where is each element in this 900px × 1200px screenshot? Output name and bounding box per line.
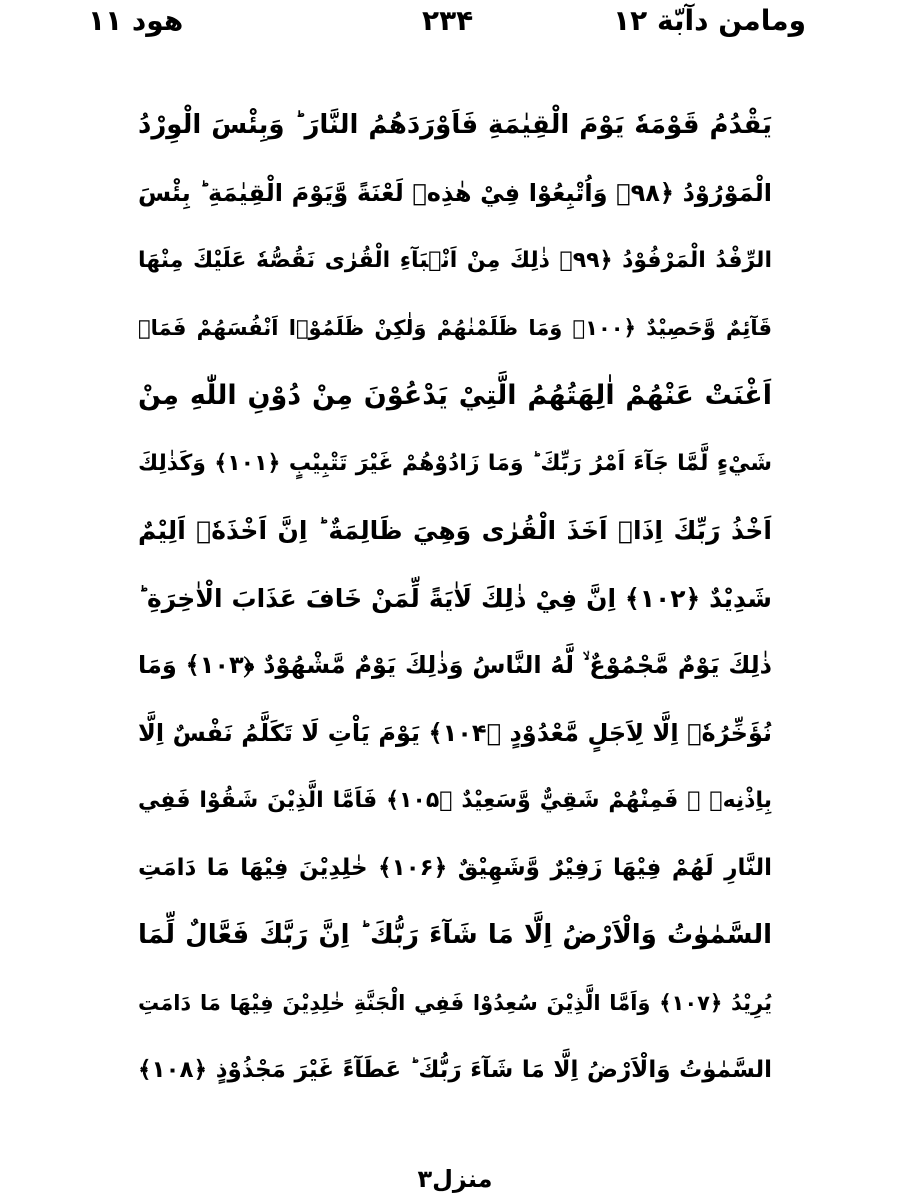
text-line: الرِّفْدُ الْمَرْفُوْدُ ﴿۹۹﴾ ذٰلِكَ مِنْ اَنْۢبَآءِ الْقُرٰى نَقُصُّهٗ عَلَيْكَ مِنْهَا [138,248,772,273]
text-line: شَيْءٍ لَّمَّا جَآءَ اَمْرُ رَبِّكَ ؕ وَمَا زَادُوْهُمْ غَيْرَ تَتْبِيْبٍ ﴿۱۰۱﴾ وَكَذٰلِكَ [138,450,772,476]
text-line: يُرِيْدُ ﴿۱۰۷﴾ وَاَمَّا الَّذِيْنَ سُعِدُوْا فَفِي الْجَنَّةِ خٰلِدِيْنَ فِيْهَا مَا دَامَتِ [138,990,772,1015]
text-line: ذٰلِكَ يَوْمٌ مَّجْمُوْعٌ ۙ لَّهُ النَّاسُ وَذٰلِكَ يَوْمٌ مَّشْهُوْدٌ ﴿۱۰۳﴾ وَمَا [138,651,772,679]
text-line: اَغْنَتْ عَنْهُمْ اٰلِهَتُهُمُ الَّتِيْ يَدْعُوْنَ مِنْ دُوْنِ اللّٰهِ مِنْ [138,380,772,411]
quran-text [138,92,772,1105]
page-header [0,0,900,50]
text-line: السَّمٰوٰتُ وَالْاَرْضُ اِلَّا مَا شَآءَ رَبُّكَ ؕ عَطَآءً غَيْرَ مَجْذُوْذٍ ﴿۱۰۸﴾ [138,1057,772,1083]
text-line: شَدِيْدٌ ﴿۱۰۲﴾ اِنَّ فِيْ ذٰلِكَ لَاٰيَةً لِّمَنْ خَافَ عَذَابَ الْاٰخِرَةِ ؕ [138,583,772,613]
text-line: نُؤَخِّرُهٗۤ اِلَّا لِاَجَلٍ مَّعْدُوْدٍ ﴿۱۰۴﴾ يَوْمَ يَاْتِ لَا تَكَلَّمُ نَفْسٌ اِلَّا [138,718,772,747]
text-line: قَآئِمٌ وَّحَصِيْدٌ ﴿۱۰۰﴾ وَمَا ظَلَمْنٰهُمْ وَلٰكِنْ ظَلَمُوْۤا اَنْفُسَهُمْ فَمَاۤ [138,315,772,340]
text-line: بِاِذْنِهٖ ۚ فَمِنْهُمْ شَقِيٌّ وَّسَعِيْدٌ ﴿۱۰۵﴾ فَاَمَّا الَّذِيْنَ شَقُوْا فَفِي [138,788,772,813]
text-line: النَّارِ لَهُمْ فِيْهَا زَفِيْرٌ وَّشَهِيْقٌ ﴿۱۰۶﴾ خٰلِدِيْنَ فِيْهَا مَا دَامَتِ [138,854,772,881]
surah-name: هود ۱۱ [88,4,184,37]
text-line: السَّمٰوٰتُ وَالْاَرْضُ اِلَّا مَا شَآءَ رَبُّكَ ؕ اِنَّ رَبَّكَ فَعَّالٌ لِّمَا [138,920,772,950]
text-line: يَقْدُمُ قَوْمَهٗ يَوْمَ الْقِيٰمَةِ فَاَوْرَدَهُمُ النَّارَ ؕ وَبِئْسَ الْوِرْدُ [138,110,772,140]
text-line: الْمَوْرُوْدُ ﴿۹۸﴾ وَاُتْبِعُوْا فِيْ هٰذِهٖ لَعْنَةً وَّيَوْمَ الْقِيٰمَةِ ؕ بِئْسَ [138,178,772,207]
page-number: ۲۳۴ [422,4,474,37]
juz-name: ومامن دآبّة ۱۲ [613,4,806,37]
text-line: اَخْذُ رَبِّكَ اِذَاۤ اَخَذَ الْقُرٰى وَهِيَ ظَالِمَةٌ ؕ اِنَّ اَخْذَهٗۤ اَلِيْمٌ [138,516,772,545]
manzil-label: منزل۳ [417,1165,493,1193]
